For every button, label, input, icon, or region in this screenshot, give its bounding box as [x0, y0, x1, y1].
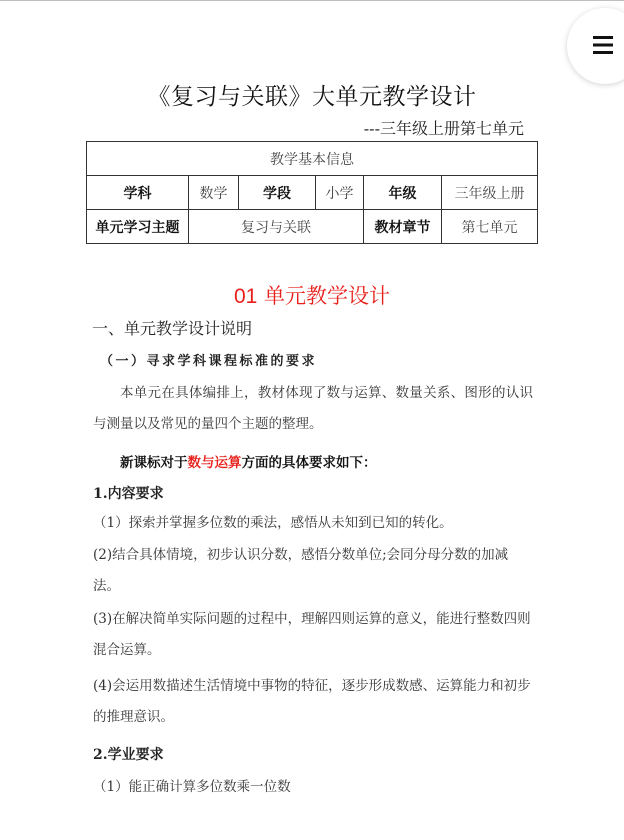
list-item: (3)在解决简单实际问题的过程中，理解四则运算的意义，能进行整数四则混合运算。	[93, 611, 531, 658]
theme-label: 单元学习主题	[87, 210, 189, 244]
heading-level-1: 一、单元教学设计说明	[92, 319, 253, 338]
document-title: 《复习与关联》大单元教学设计	[147, 84, 477, 110]
standards-intro-topic: 数与运算	[187, 455, 242, 471]
grade-value: 三年级上册	[442, 176, 538, 210]
standards-intro-prefix: 新课标对于	[120, 455, 188, 471]
section-title	[0, 280, 624, 310]
section-number: 01	[233, 285, 258, 308]
document-subtitle: ---三年级上册第七单元	[363, 119, 524, 138]
hamburger-menu-icon	[593, 36, 613, 54]
stage-label: 学段	[239, 176, 316, 210]
intro-paragraph: 本单元在具体编排上，教材体现了数与运算、数量关系、图形的认识与测量以及常见的量四个主题的整理。	[93, 385, 533, 432]
table-row	[87, 142, 538, 176]
standards-intro-suffix: 方面的具体要求如下：	[241, 455, 377, 471]
subject-label: 学科	[87, 176, 189, 210]
top-border	[0, 0, 624, 1]
list-item: (4)会运用数描述生活情境中事物的特征，逐步形成数感、运算能力和初步的推理意识。	[93, 678, 531, 725]
table-row	[87, 176, 538, 210]
chapter-label: 教材章节	[364, 210, 442, 244]
standards-intro	[120, 451, 377, 471]
section-title-text: 单元教学设计	[264, 284, 391, 308]
grade-label: 年级	[364, 176, 442, 210]
heading-level-2: （一）寻求学科课程标准的要求	[100, 354, 318, 369]
chapter-value: 第七单元	[442, 210, 538, 244]
content-requirements-heading: 1.内容要求	[93, 486, 164, 502]
list-item: （1）能正确计算多位数乘一位数	[93, 779, 291, 795]
menu-button[interactable]	[567, 8, 624, 84]
table-header-cell: 教学基本信息	[87, 142, 538, 176]
list-item: (2)结合具体情境，初步认识分数，感悟分数单位;会同分母分数的加减法。	[93, 547, 509, 594]
theme-value: 复习与关联	[189, 210, 364, 244]
basic-info-table	[86, 141, 538, 244]
list-item: （1）探索并掌握多位数的乘法，感悟从未知到已知的转化。	[93, 515, 453, 531]
stage-value: 小学	[316, 176, 364, 210]
table-row	[87, 210, 538, 244]
subject-value: 数学	[189, 176, 239, 210]
academic-requirements-heading: 2.学业要求	[93, 747, 164, 763]
